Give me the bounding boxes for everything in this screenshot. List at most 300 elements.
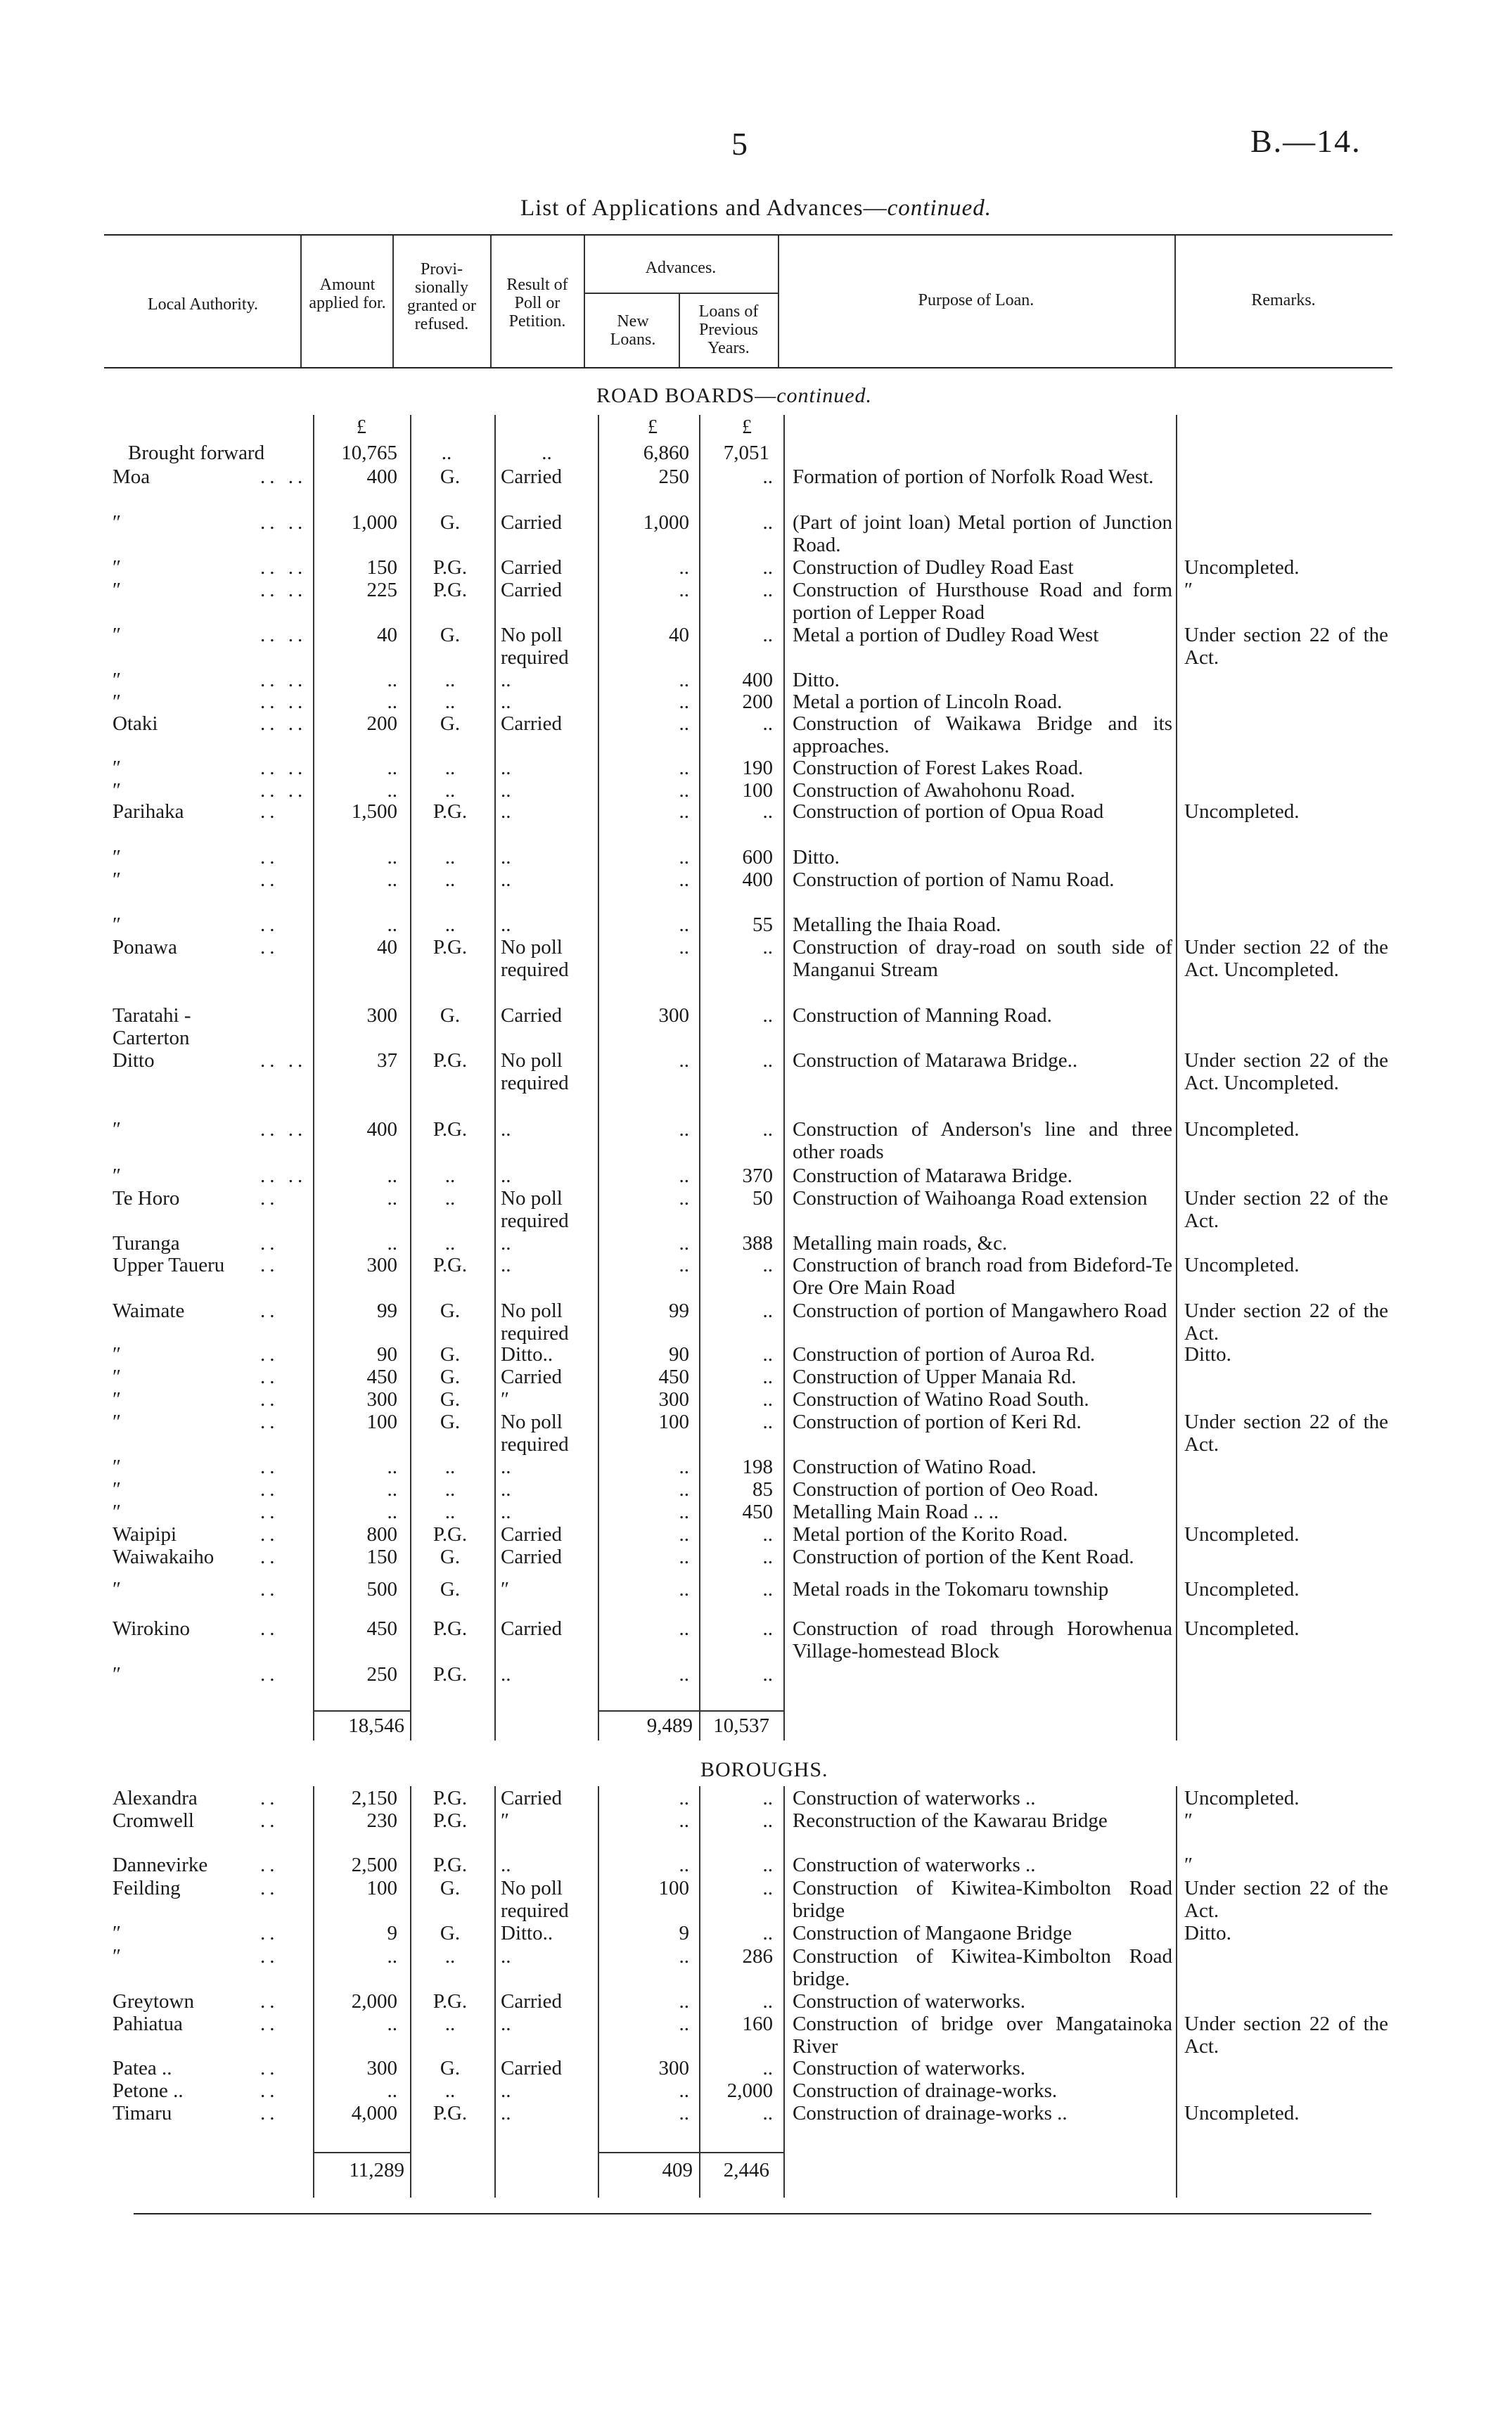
local-authority: Wirokino — [113, 1617, 190, 1640]
document-reference: B.—14. — [1250, 123, 1362, 159]
poll-result: No poll required — [501, 1049, 569, 1094]
new-loans: 300 — [658, 1388, 689, 1411]
new-loans: 99 — [669, 1300, 689, 1322]
local-authority: ″ — [113, 1366, 122, 1388]
local-authority: ″ — [113, 1411, 122, 1433]
amount-applied: 400 — [366, 466, 397, 488]
leader-dots: .. .. — [260, 624, 307, 646]
local-authority: ″ — [113, 846, 122, 868]
poll-result: No poll required — [501, 1300, 569, 1345]
previous-loans: 600 — [742, 846, 773, 868]
loan-purpose: (Part of joint loan) Metal portion of Junction Road. — [793, 511, 1172, 556]
poll-result: Carried — [501, 1366, 562, 1388]
new-loans: .. — [679, 1165, 689, 1187]
loan-purpose: Construction of Matarawa Bridge. — [793, 1165, 1072, 1187]
loan-purpose: Construction of Upper Manaia Rd. — [793, 1366, 1077, 1388]
leader-dots: .. — [260, 1617, 279, 1640]
previous-loans: 50 — [752, 1187, 773, 1210]
previous-loans: .. — [762, 1411, 773, 1433]
remarks: Under section 22 of the Act. — [1184, 624, 1388, 669]
remarks: Under section 22 of the Act. — [1184, 1877, 1388, 1922]
provisional-status: G. — [440, 1004, 461, 1027]
previous-loans: 2,000 — [726, 2079, 773, 2102]
amount-applied: 1,500 — [351, 800, 397, 823]
loan-purpose: Construction of Waikawa Bridge and its approaches. — [793, 712, 1172, 757]
new-loans: 100 — [658, 1877, 689, 1899]
col-purpose: Purpose of Loan. — [918, 291, 1034, 309]
provisional-status: .. — [444, 1232, 456, 1255]
new-loans: 90 — [669, 1343, 689, 1366]
previous-loans: .. — [762, 1854, 773, 1876]
new-loans: .. — [679, 846, 689, 868]
col-local-authority: Local Authority. — [147, 295, 259, 314]
loan-purpose: Construction of Forest Lakes Road. — [793, 757, 1084, 779]
poll-result: No poll required — [501, 1187, 569, 1232]
amount-applied: 1,000 — [351, 511, 397, 534]
remarks: Under section 22 of the Act. Uncompleted. — [1184, 1049, 1388, 1094]
loan-purpose: Construction of waterworks. — [793, 1990, 1026, 2013]
body-divider — [783, 1786, 785, 2198]
section-title: ROAD BOARDS— — [596, 384, 777, 407]
local-authority: ″ — [113, 1945, 122, 1968]
brought-forward-prov: .. — [441, 442, 452, 464]
loan-purpose: Construction of portion of Mangawhero Road — [793, 1300, 1167, 1322]
loan-purpose: Construction of waterworks. — [793, 2057, 1026, 2079]
previous-loans: .. — [762, 2102, 773, 2124]
new-loans: 40 — [669, 624, 689, 646]
previous-loans: .. — [762, 1922, 773, 1944]
loan-purpose: Construction of Kiwitea-Kimbolton Road bridge — [793, 1877, 1172, 1922]
leader-dots: .. — [260, 936, 279, 959]
provisional-status: P.G. — [433, 1118, 468, 1141]
provisional-status: P.G. — [433, 1663, 468, 1686]
remarks: Uncompleted. — [1184, 1617, 1300, 1640]
new-loans: .. — [679, 1523, 689, 1546]
new-loans: .. — [679, 1854, 689, 1876]
new-loans: .. — [679, 800, 689, 823]
remarks: Under section 22 of the Act. — [1184, 1411, 1388, 1456]
amount-applied: 300 — [366, 1254, 397, 1276]
leader-dots: .. .. — [260, 511, 307, 534]
local-authority: Waiwakaiho — [113, 1546, 214, 1568]
leader-dots: .. .. — [260, 1118, 307, 1141]
poll-result: Carried — [501, 1004, 562, 1027]
loan-purpose: Construction of drainage-works .. — [793, 2102, 1068, 2124]
provisional-status: G. — [440, 2057, 461, 2079]
amount-applied: 37 — [377, 1049, 397, 1072]
leader-dots: .. — [260, 1546, 279, 1568]
local-authority: Turanga — [113, 1232, 180, 1255]
provisional-status: .. — [444, 913, 456, 936]
poll-result: Carried — [501, 1523, 562, 1546]
amount-applied: 225 — [366, 579, 397, 601]
local-authority: Feilding — [113, 1877, 181, 1899]
leader-dots: .. — [260, 1343, 279, 1366]
document-title — [0, 195, 1512, 222]
amount-applied: 300 — [366, 2057, 397, 2079]
leader-dots: .. — [260, 1523, 279, 1546]
new-loans: .. — [679, 1945, 689, 1968]
poll-result: .. — [501, 1456, 511, 1478]
remarks: Ditto. — [1184, 1343, 1231, 1366]
provisional-status: .. — [444, 691, 456, 713]
local-authority: Alexandra — [113, 1787, 198, 1809]
local-authority: ″ — [113, 1343, 122, 1366]
new-loans: .. — [679, 1546, 689, 1568]
new-loans: .. — [679, 1501, 689, 1523]
amount-applied: 9 — [387, 1922, 397, 1944]
new-loans: 450 — [658, 1366, 689, 1388]
new-loans: .. — [679, 757, 689, 779]
local-authority: ″ — [113, 1388, 122, 1411]
leader-dots: .. — [260, 1854, 279, 1876]
previous-loans: 198 — [742, 1456, 773, 1478]
loan-purpose: Construction of Watino Road South. — [793, 1388, 1089, 1411]
previous-loans: .. — [762, 1523, 773, 1546]
amount-applied: 40 — [377, 624, 397, 646]
provisional-status: G. — [440, 1578, 461, 1601]
new-loans: .. — [679, 1990, 689, 2013]
poll-result: .. — [501, 2079, 511, 2102]
new-loans: .. — [679, 2079, 689, 2102]
local-authority: ″ — [113, 1663, 122, 1686]
previous-loans: .. — [762, 466, 773, 488]
new-loans: .. — [679, 691, 689, 713]
advances-subrule — [584, 293, 778, 294]
remarks: Under section 22 of the Act. Uncompleted. — [1184, 936, 1388, 981]
poll-result: No poll required — [501, 1411, 569, 1456]
previous-loans: .. — [762, 1663, 773, 1686]
loan-purpose: Construction of dray-road on south side of Manganui Stream — [793, 936, 1172, 981]
poll-result: .. — [501, 1118, 511, 1141]
previous-loans: .. — [762, 1787, 773, 1809]
local-authority: Te Horo — [113, 1187, 180, 1210]
amount-applied: 450 — [366, 1617, 397, 1640]
amount-applied: 100 — [366, 1877, 397, 1899]
previous-loans: .. — [762, 1343, 773, 1366]
provisional-status: .. — [444, 757, 456, 779]
loan-purpose: Construction of portion of Namu Road. — [793, 868, 1115, 891]
leader-dots: .. — [260, 1922, 279, 1944]
provisional-status: .. — [444, 2013, 456, 2035]
unit-prev-loans: £ — [742, 416, 752, 438]
col-provisional: Provi- sionally granted or refused. — [407, 260, 476, 333]
provisional-status: .. — [444, 1501, 456, 1523]
provisional-status: G. — [440, 1411, 461, 1433]
loan-purpose: Ditto. — [793, 846, 840, 868]
previous-loans: .. — [762, 511, 773, 534]
amount-applied: 400 — [366, 1118, 397, 1141]
leader-dots: .. .. — [260, 556, 307, 579]
provisional-status: G. — [440, 466, 461, 488]
poll-result: Carried — [501, 511, 562, 534]
poll-result: .. — [501, 913, 511, 936]
amount-applied: 99 — [377, 1300, 397, 1322]
body-divider — [494, 415, 496, 1740]
boroughs-total-amount: 11,289 — [349, 2159, 404, 2181]
amount-applied: .. — [387, 2013, 397, 2035]
previous-loans: .. — [762, 800, 773, 823]
amount-applied: 300 — [366, 1388, 397, 1411]
previous-loans: .. — [762, 579, 773, 601]
header-top-rule — [104, 234, 1392, 236]
local-authority: ″ — [113, 1456, 122, 1478]
loan-purpose: Construction of portion of Auroa Rd. — [793, 1343, 1096, 1366]
local-authority: Upper Taueru — [113, 1254, 225, 1276]
amount-applied: 4,000 — [351, 2102, 397, 2124]
new-loans: .. — [679, 913, 689, 936]
provisional-status: G. — [440, 1922, 461, 1944]
col-previous-loans: Loans of Previous Years. — [698, 302, 759, 357]
title-main: List of Applications and Advances— — [520, 195, 888, 221]
loan-purpose: Construction of bridge over Mangatainoka River — [793, 2013, 1172, 2058]
leader-dots: .. — [260, 868, 279, 891]
provisional-status: .. — [444, 779, 456, 802]
leader-dots: .. .. — [260, 712, 307, 735]
previous-loans: .. — [762, 2057, 773, 2079]
header-divider — [584, 236, 585, 367]
new-loans: .. — [679, 1578, 689, 1601]
total-rule — [598, 1710, 783, 1712]
total-rule — [598, 2152, 783, 2153]
leader-dots: .. — [260, 1578, 279, 1601]
leader-dots: .. — [260, 1501, 279, 1523]
provisional-status: .. — [444, 1945, 456, 1968]
provisional-status: P.G. — [433, 1254, 468, 1276]
amount-applied: .. — [387, 691, 397, 713]
amount-applied: 90 — [377, 1343, 397, 1366]
provisional-status: G. — [440, 511, 461, 534]
leader-dots: .. .. — [260, 1049, 307, 1072]
loan-purpose: Construction of portion of the Kent Road. — [793, 1546, 1134, 1568]
remarks: ″ — [1184, 1809, 1193, 1832]
remarks: Uncompleted. — [1184, 1254, 1300, 1276]
local-authority: ″ — [113, 1165, 122, 1187]
amount-applied: 40 — [377, 936, 397, 959]
leader-dots: .. — [260, 1456, 279, 1478]
poll-result: No poll required — [501, 936, 569, 981]
new-loans: 250 — [658, 466, 689, 488]
leader-dots: .. — [260, 1787, 279, 1809]
body-divider — [1176, 1786, 1177, 2198]
loan-purpose: Construction of Kiwitea-Kimbolton Road bridge. — [793, 1945, 1172, 1990]
local-authority: ″ — [113, 669, 122, 691]
leader-dots: .. — [260, 2102, 279, 2124]
local-authority: ″ — [113, 511, 122, 534]
local-authority: ″ — [113, 779, 122, 802]
provisional-status: .. — [444, 1187, 456, 1210]
local-authority: Waipipi — [113, 1523, 177, 1546]
provisional-status: .. — [444, 1165, 456, 1187]
remarks: ″ — [1184, 579, 1193, 601]
loan-purpose: Construction of branch road from Bideford-Te Ore Ore Main Road — [793, 1254, 1172, 1299]
poll-result: .. — [501, 2102, 511, 2124]
poll-result: .. — [501, 691, 511, 713]
unit-new-loans: £ — [648, 416, 658, 438]
poll-result: Carried — [501, 1617, 562, 1640]
body-divider — [783, 415, 785, 1740]
provisional-status: P.G. — [433, 1787, 468, 1809]
unit-amount: £ — [357, 416, 366, 438]
provisional-status: G. — [440, 1300, 461, 1322]
amount-applied: .. — [387, 779, 397, 802]
leader-dots: .. — [260, 1411, 279, 1433]
poll-result: .. — [501, 1478, 511, 1501]
remarks: Uncompleted. — [1184, 2102, 1300, 2124]
title-continued: continued. — [887, 195, 992, 221]
amount-applied: .. — [387, 1501, 397, 1523]
loan-purpose: Construction of waterworks .. — [793, 1787, 1036, 1809]
provisional-status: P.G. — [433, 1990, 468, 2013]
leader-dots: .. — [260, 1478, 279, 1501]
amount-applied: .. — [387, 1232, 397, 1255]
leader-dots: .. — [260, 1388, 279, 1411]
previous-loans: 200 — [742, 691, 773, 713]
leader-dots: .. .. — [260, 579, 307, 601]
previous-loans: .. — [762, 1809, 773, 1832]
header-divider — [679, 294, 680, 367]
new-loans: .. — [679, 1809, 689, 1832]
loan-purpose: Ditto. — [793, 669, 840, 691]
new-loans: .. — [679, 1254, 689, 1276]
provisional-status: P.G. — [433, 1809, 468, 1832]
col-amount: Amount applied for. — [309, 276, 386, 312]
poll-result: .. — [501, 1854, 511, 1876]
poll-result: .. — [501, 669, 511, 691]
poll-result: .. — [501, 1501, 511, 1523]
poll-result: Carried — [501, 1546, 562, 1568]
remarks: Uncompleted. — [1184, 800, 1300, 823]
remarks: Under section 22 of the Act. — [1184, 1300, 1388, 1345]
total-rule — [313, 1710, 410, 1712]
leader-dots: .. — [260, 1990, 279, 2013]
poll-result: ″ — [501, 1388, 510, 1411]
leader-dots: .. .. — [260, 669, 307, 691]
previous-loans: 286 — [742, 1945, 773, 1968]
new-loans: 300 — [658, 2057, 689, 2079]
section-heading-road-boards — [596, 384, 872, 408]
amount-applied: .. — [387, 868, 397, 891]
loan-purpose: Construction of portion of Keri Rd. — [793, 1411, 1082, 1433]
provisional-status: P.G. — [433, 1523, 468, 1546]
amount-applied: .. — [387, 1165, 397, 1187]
header-divider — [300, 236, 302, 367]
amount-applied: .. — [387, 913, 397, 936]
amount-applied: 100 — [366, 1411, 397, 1433]
loan-purpose: Formation of portion of Norfolk Road West. — [793, 466, 1154, 488]
new-loans: .. — [679, 1187, 689, 1210]
provisional-status: G. — [440, 1366, 461, 1388]
poll-result: Carried — [501, 2057, 562, 2079]
leader-dots: .. — [260, 800, 279, 823]
loan-purpose: Metal portion of the Korito Road. — [793, 1523, 1068, 1546]
new-loans: .. — [679, 1232, 689, 1255]
brought-forward-result: .. — [542, 442, 552, 464]
provisional-status: P.G. — [433, 579, 468, 601]
provisional-status: .. — [444, 1478, 456, 1501]
total-new: 9,489 — [646, 1714, 693, 1737]
remarks: ″ — [1184, 1854, 1193, 1876]
new-loans: .. — [679, 1118, 689, 1141]
provisional-status: .. — [444, 1456, 456, 1478]
previous-loans: 450 — [742, 1501, 773, 1523]
provisional-status: P.G. — [433, 1049, 468, 1072]
loan-purpose: Metalling the Ihaia Road. — [793, 913, 1001, 936]
loan-purpose: Construction of Hursthouse Road and form portion of Lepper Road — [793, 579, 1172, 624]
leader-dots: .. — [260, 2057, 279, 2079]
leader-dots: .. — [260, 1877, 279, 1899]
leader-dots: .. .. — [260, 691, 307, 713]
provisional-status: P.G. — [433, 2102, 468, 2124]
header-divider — [490, 236, 492, 367]
local-authority: Pahiatua — [113, 2013, 183, 2035]
new-loans: .. — [679, 1478, 689, 1501]
provisional-status: .. — [444, 2079, 456, 2102]
new-loans: .. — [679, 1617, 689, 1640]
previous-loans: .. — [762, 1388, 773, 1411]
local-authority: Ponawa — [113, 936, 177, 959]
previous-loans: .. — [762, 936, 773, 959]
poll-result: .. — [501, 846, 511, 868]
new-loans: 9 — [679, 1922, 689, 1944]
footer-rule — [134, 2213, 1371, 2214]
amount-applied: .. — [387, 757, 397, 779]
leader-dots: .. — [260, 846, 279, 868]
previous-loans: 190 — [742, 757, 773, 779]
local-authority: Timaru — [113, 2102, 172, 2124]
previous-loans: 85 — [752, 1478, 773, 1501]
boroughs-total-new: 409 — [662, 2159, 693, 2181]
local-authority: ″ — [113, 1118, 122, 1141]
loan-purpose: Construction of Anderson's line and three other roads — [793, 1118, 1172, 1163]
leader-dots: .. — [260, 1945, 279, 1968]
new-loans: .. — [679, 669, 689, 691]
local-authority: Waimate — [113, 1300, 185, 1322]
col-result: Result of Poll or Petition. — [506, 276, 568, 331]
poll-result: .. — [501, 1165, 511, 1187]
poll-result: .. — [501, 779, 511, 802]
local-authority: ″ — [113, 1922, 122, 1944]
poll-result: ″ — [501, 1578, 510, 1601]
leader-dots: .. — [260, 1366, 279, 1388]
new-loans: .. — [679, 936, 689, 959]
local-authority: Ditto — [113, 1049, 155, 1072]
new-loans: 1,000 — [643, 511, 689, 534]
new-loans: .. — [679, 1049, 689, 1072]
poll-result: Carried — [501, 712, 562, 735]
new-loans: .. — [679, 579, 689, 601]
loan-purpose: Construction of road through Horowhenua Village-homestead Block — [793, 1617, 1172, 1662]
local-authority: ″ — [113, 1501, 122, 1523]
total-amount: 18,546 — [348, 1714, 404, 1737]
previous-loans: .. — [762, 1366, 773, 1388]
amount-applied: 200 — [366, 712, 397, 735]
boroughs-total-prev: 2,446 — [723, 2159, 769, 2181]
leader-dots: .. .. — [260, 1165, 307, 1187]
local-authority: ″ — [113, 556, 122, 579]
new-loans: 100 — [658, 1411, 689, 1433]
loan-purpose: Construction of Watino Road. — [793, 1456, 1037, 1478]
loan-purpose: Construction of Matarawa Bridge.. — [793, 1049, 1078, 1072]
leader-dots: .. .. — [260, 466, 307, 488]
previous-loans: .. — [762, 1617, 773, 1640]
remarks: Uncompleted. — [1184, 1118, 1300, 1141]
local-authority: Petone .. — [113, 2079, 184, 2102]
local-authority: ″ — [113, 579, 122, 601]
provisional-status: .. — [444, 669, 456, 691]
provisional-status: G. — [440, 624, 461, 646]
poll-result: .. — [501, 868, 511, 891]
